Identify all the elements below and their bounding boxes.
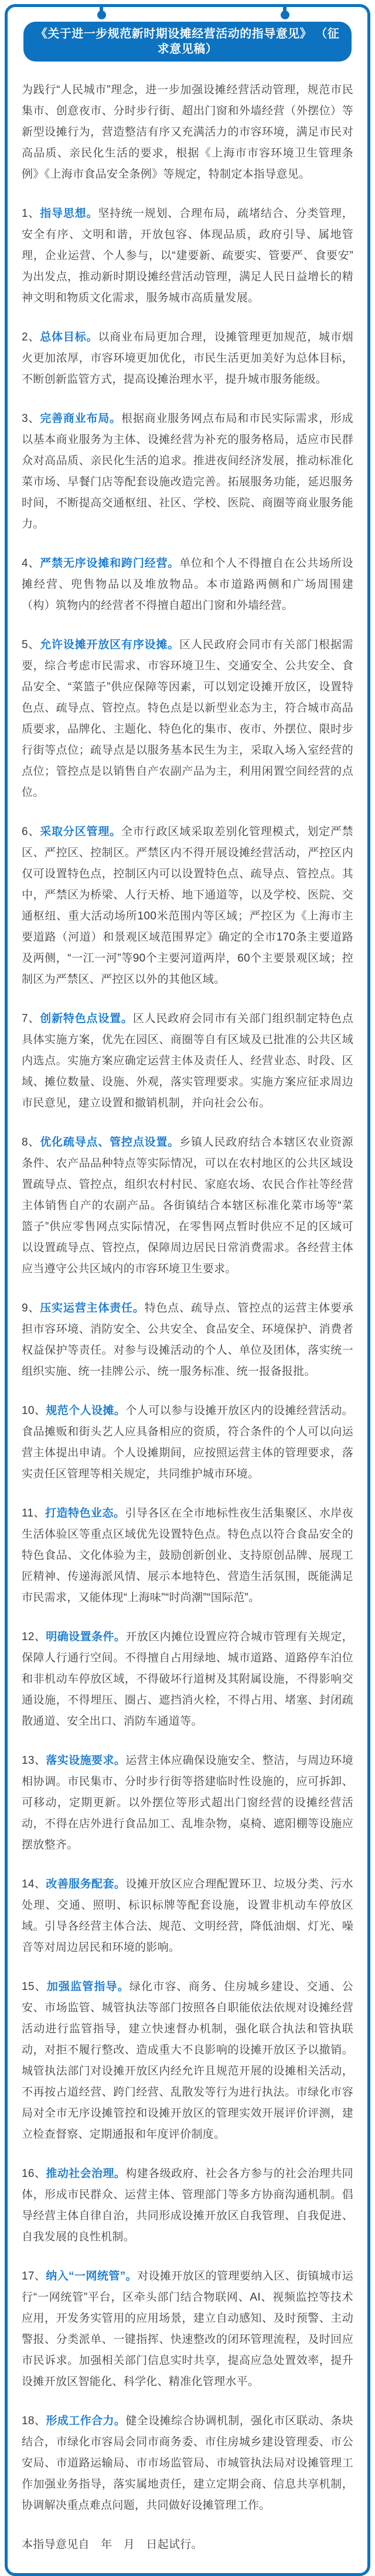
- section-heading: 纳入“一网统管”。: [46, 2270, 138, 2282]
- section-text: 开放区内摊位设置应符合城市管理有关规定，保障人行通行空间。不得擅自占用绿地、城市道路、道路停车泊位和非机动车停放区域，不得破坏行道树及其附属设施，不得影响交通设施，不得埋压、圈占、遮挡消火栓，不得占用、堵塞、封闭疏散通道、安全出口、消防车通道等。: [22, 1631, 353, 1727]
- section-heading: 压实运营主体责任。: [40, 1302, 145, 1314]
- pin-icon: [280, 6, 289, 19]
- section-number: 13、: [22, 1754, 46, 1767]
- pin-head: [97, 11, 106, 19]
- section-text: 特色点、疏导点、管控点的运营主体要承担市容环境、消防安全、公共安全、食品安全、环境保护、消费者权益保护等责任。对参与设摊活动的个人、单位及团体，落实统一组织实施、统一挂牌公示、统一服务标准、统一报备报批。: [22, 1302, 353, 1378]
- section-heading: 形成工作合力。: [46, 2415, 126, 2427]
- section-text: 单位和个人不得擅自在公共场所设摊经营、兜售物品以及堆放物品。本市道路两侧和广场周围建（构）筑物内的经营者不得擅自超出门窗和外墙经营。: [22, 557, 353, 612]
- effective-date-line: 本指导意见自 年 月 日起试行。: [22, 2538, 203, 2551]
- section-heading: 完善商业布局。: [40, 413, 121, 425]
- section-number: 18、: [22, 2415, 46, 2427]
- sections-container: [22, 203, 353, 2516]
- section-paragraph: [22, 1627, 353, 1732]
- section-paragraph: [22, 408, 353, 535]
- section-heading: 规范个人设摊。: [46, 1405, 126, 1417]
- section-number: 8、: [22, 1136, 40, 1149]
- section-paragraph: [22, 822, 353, 990]
- section-text: 对设摊开放区的管理要纳入区、街镇城市运行“一网统管”平台，区牵头部门结合物联网、AI、视频监控等技术应用，开发务实管用的应用场景，建立自动感知、及时预警、主动警报、分类派单、一键指挥、快速整改的闭环管理流程，及时回应市民诉求。加强相关部门信息实时共享，提高应急处置效率，提升设摊开放区智能化、科学化、精准化管理水平。: [22, 2270, 353, 2388]
- section-heading: 采取分区管理。: [40, 826, 121, 838]
- section-paragraph: [22, 2411, 353, 2516]
- section-paragraph: [22, 203, 353, 309]
- section-paragraph: [22, 553, 353, 616]
- section-heading: 总体目标。: [40, 331, 98, 343]
- section-text: 根据商业服务网点布局和市民实际需求，形成以基本商业服务为主体、设摊经营为补充的服务格局，适应市民群众对高品质、亲民化生活的追求。推进夜间经济发展，推动标准化菜市场、早餐门店等配套设施改造完善。拓展服务功能，延迟服务时间，不断提高交通枢纽、社区、学校、医院、商圈等商业服务能力。: [22, 413, 353, 530]
- section-number: 3、: [22, 413, 40, 425]
- section-paragraph: [22, 1132, 353, 1280]
- intro-paragraph: 为践行“人民城市”理念，进一步加强设摊经营活动管理，规范市民集市、创意夜市、分时步行街、超出门窗和外墙经营（外摆位）等新型设摊行为，营造整洁有序又充满活力的市容环境，满足市民对高品质、亲民化生活的要求，根据《上海市市容环境卫生管理条例》《上海市食品安全条例》等规定，特制定本指导意见。: [22, 84, 353, 180]
- section-number: 7、: [22, 1013, 40, 1025]
- section-number: 11、: [22, 1507, 45, 1519]
- pin-icon: [97, 6, 106, 19]
- document-title: 《关于进一步规范新时期设摊经营活动的指导意见》 （征求意见稿）: [23, 22, 352, 62]
- section-heading: 指导思想。: [40, 207, 98, 220]
- section-number: 10、: [22, 1405, 46, 1417]
- section-heading: 严禁无序设摊和跨门经营。: [40, 557, 180, 570]
- section-paragraph: [22, 2163, 353, 2248]
- section-text: 绿化市容、商务、住房城乡建设、交通、公安、市场监管、城管执法等部门按照各自职能依法依规对设摊经营活动进行监管指导，建立快速督办机制，强化联合执法和管执联动，对拒不履行整改、造成重大不良影响的设摊开放区予以撤销。城管执法部门对设摊开放区内经允许且规范开展的设摊相关活动，不再按占道经营、跨门经营、乱散发等行为进行执法。市绿化市容局对全市无序设摊管控和设摊开放区的管理实效开展评价评测，建立检查督察、定期通报和年度评价制度。: [22, 1981, 353, 2141]
- section-text: 运营主体应确保设施安全、整洁，与周边环境相协调。市民集市、分时步行街等搭建临时性设施的，应可拆卸、可移动，定期更新。以外摆位等形式超出门窗经营的设摊经营活动，不得在店外进行食品加工、乱堆杂物，桌椅、遮阳棚等设施应摆放整齐。: [22, 1754, 353, 1851]
- section-text: 健全设摊综合协调机制，强化市区联动、条块结合，市绿化市容局会同市商务委、市住房城乡建设管理委、市公安局、市道路运输局、市市场监管局、市城管执法局对设摊管理工作加强业务指导，落实属地责任，建立定期会商、信息共享机制，协调解决重点难点问题，共同做好设摊管理工作。: [22, 2415, 353, 2512]
- section-number: 9、: [22, 1302, 40, 1314]
- section-number: 4、: [22, 557, 40, 570]
- section-text: 坚持统一规划、合理布局，疏堵结合、分类管理，安全有序、文明和谐，开放包容、体现品质，政府引导、属地管理，企业运营、个人参与，以“建要新、疏要实、管要严、食要安”为出发点，推动新时期设摊经营活动管理，满足人民日益增长的精神文明和物质文化需求，服务城市高质量发展。: [22, 207, 353, 304]
- section-text: 构建各级政府、社会各方参与的社会治理共同体，形成市民群众、运营主体、管理部门等多方协商沟通机制。倡导经营主体自律自治，共同形成设摊开放区自我管理、自我促进、自我发展的良性机制。: [22, 2168, 353, 2243]
- section-text: 区人民政府会同市有关部门组织制定特色点具体实施方案，优先在园区、商圈等自有区域及已批准的公共区域内选点。实施方案应确定运营主体及责任人、经营业态、时段、区域、摊位数量、设施、外观，落实管理要求。实施方案应征求周边市民意见，建立设置和撤销机制，并向社会公布。: [22, 1013, 353, 1109]
- section-heading: 优化疏导点、管控点设置。: [40, 1136, 180, 1149]
- section-paragraph: [22, 1503, 353, 1609]
- section-number: 12、: [22, 1631, 46, 1643]
- section-paragraph: [22, 1008, 353, 1114]
- section-heading: 加强监管指导。: [46, 1981, 129, 1993]
- section-paragraph: [22, 2266, 353, 2393]
- section-number: 5、: [22, 639, 40, 651]
- section-heading: 创新特色点设置。: [40, 1013, 133, 1025]
- section-text: 全市行政区域采取差别化管理模式，划定严禁区、严控区、控制区。严禁区内不得开展设摊经营活动，严控区内仅可设置特色点，控制区内可以设置特色点、疏导点、管控点。其中，严禁区为桥梁、人行天桥、地下通道等，以及学校、医院、交通枢纽、重大活动场所100米范围内等区域；严控区为《上海市主要道路（河道）和景观区域范围界定》确定的全市170条主要道路及两侧，“一江一河”等90个主要河道两岸，60个主要景观区域；控制区为严禁区、严控区以外的其他区域。: [22, 826, 353, 986]
- section-heading: 改善服务配套。: [46, 1878, 126, 1890]
- section-heading: 推动社会治理。: [46, 2168, 126, 2180]
- section-number: 16、: [22, 2168, 46, 2180]
- document-card: [5, 4, 370, 2576]
- section-number: 15、: [22, 1981, 47, 1993]
- section-paragraph: [22, 1401, 353, 1485]
- section-number: 1、: [22, 207, 40, 220]
- section-paragraph: [22, 1750, 353, 1856]
- section-heading: 落实设施要求。: [46, 1754, 126, 1767]
- section-number: 14、: [22, 1878, 46, 1890]
- section-number: 2、: [22, 331, 40, 343]
- section-paragraph: [22, 1977, 353, 2145]
- section-paragraph: [22, 1298, 353, 1382]
- section-paragraph: [22, 1874, 353, 1958]
- section-text: 区人民政府会同市有关部门根据需要，综合考虑市民需求、市容环境卫生、交通安全、公共安全、食品安全、“菜篮子”供应保障等因素，可以划定设摊开放区，设置特色点、疏导点、管控点。特色点是以新型业态为主，符合城市高品质要求，品牌化、主题化、特色化的集市、夜市、外摆位、限时步行街等点位；疏导点是以服务基本民生为主，采取入场入室经营的点位；管控点是以销售自产农副产品为主，利用闲置空间经营的点位。: [22, 639, 353, 799]
- section-number: 17、: [22, 2270, 46, 2282]
- section-heading: 允许设摊开放区有序设摊。: [40, 639, 180, 651]
- section-text: 个人可以参与设摊开放区内的设摊经营活动。食品摊贩和街头艺人应具备相应的资质，符合条件的个人可以向运营主体提出申请。个人设摊期间，应按照运营主体的管理要求，落实责任区管理等相关规定，共同维护城市环境。: [22, 1405, 353, 1480]
- section-text: 乡镇人民政府结合本辖区农业资源条件、农产品品种特点等实际情况，可以在农村地区的公共区域设置疏导点、管控点，组织农村村民、家庭农场、农民合作社等经营主体销售自产的农副产品。各街镇结合本辖区标准化菜市场等“菜篮子”供应零售网点实际情况，在零售网点暂时供应不足的区域可以设置疏导点、管控点，保障周边居民日常消费需求。各经营主体应当遵守公共区域内的市容环境卫生要求。: [22, 1136, 353, 1275]
- section-paragraph: [22, 327, 353, 390]
- section-paragraph: [22, 635, 353, 803]
- section-text: 设摊开放区应合理配置环卫、垃圾分类、污水处理、交通、照明、标识标牌等配套设施，设置非机动车停放区域。引导各经营主体合法、规范、文明经营，降低油烟、灯光、噪音等对周边居民和环境的影响。: [22, 1878, 353, 1954]
- section-heading: 打造特色业态。: [45, 1507, 125, 1519]
- section-number: 6、: [22, 826, 40, 838]
- document-content: [8, 80, 367, 2573]
- section-text: 引导各区在全市地标性夜生活集聚区、水岸夜生活体验区等重点区域优先设置特色点。特色点以符合食品安全的特色食品、文化体验为主，鼓励创新创业、支持原创品牌、展现工匠精神、传递海派风情、展示本地特色、营造生活氛围，既能满足市民需求，又能体现“上海味”“时尚潮”“国际范”。: [22, 1507, 353, 1604]
- section-text: 以商业布局更加合理，设摊管理更加规范，城市烟火更加浓厚，市容环境更加优化，市民生活更加美好为总体目标，不断创新监管方式，提高设摊治理水平，提升城市服务能级。: [22, 331, 353, 386]
- pin-head: [281, 11, 289, 19]
- section-heading: 明确设置条件。: [46, 1631, 126, 1643]
